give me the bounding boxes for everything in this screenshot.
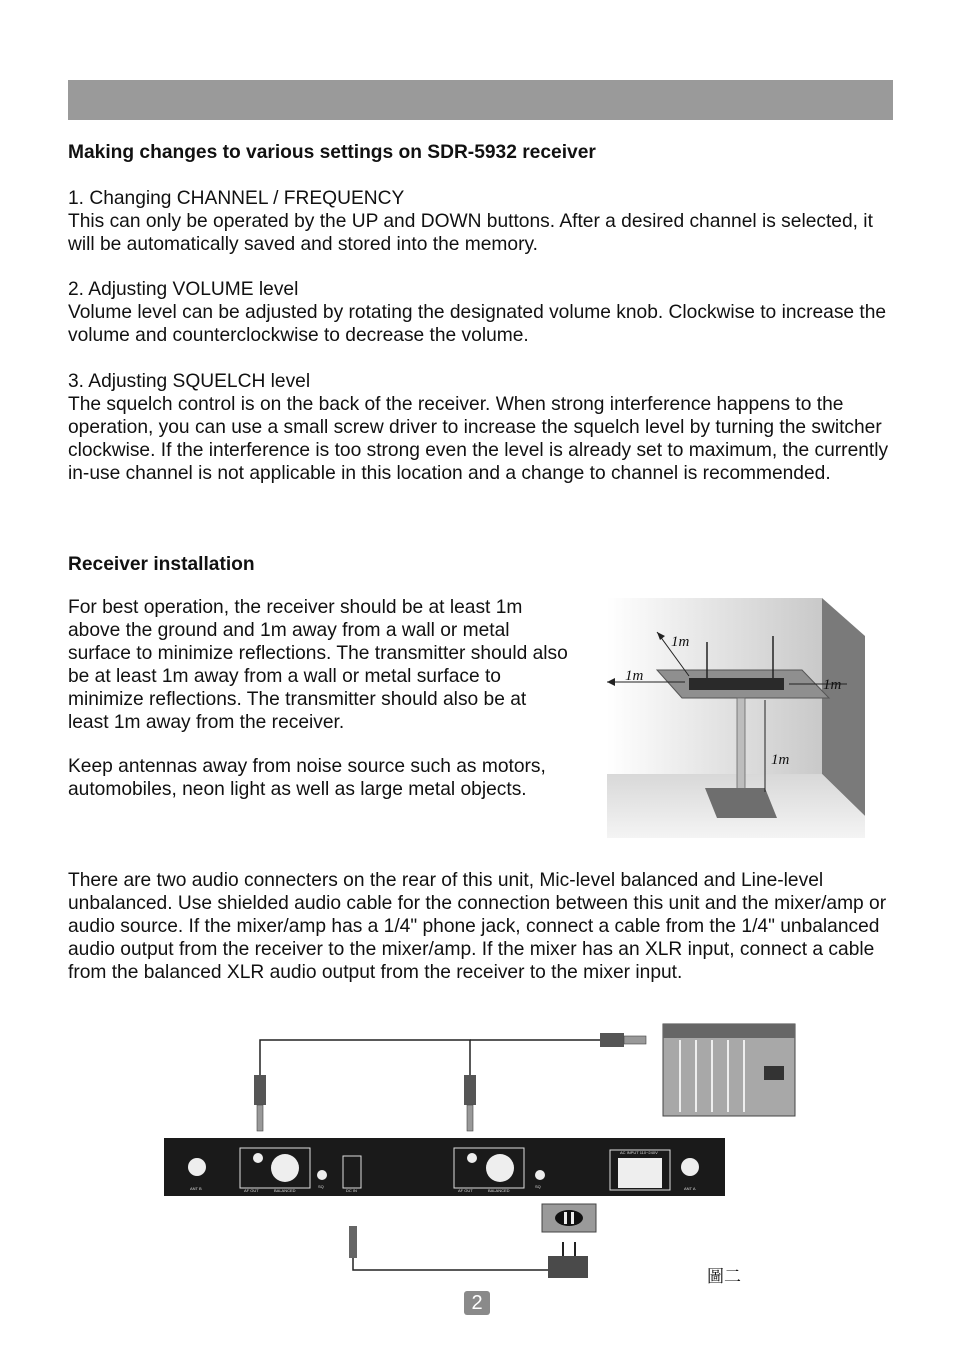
item-squelch-title: 3. Adjusting SQUELCH level xyxy=(68,371,311,392)
installation-para-2: Keep antennas away from noise source such as motors, automobiles, neon light as well as large metal objects. xyxy=(68,756,546,800)
label-ant-b: ANT B xyxy=(190,1186,202,1191)
antenna-b-connector xyxy=(188,1158,206,1176)
item-channel xyxy=(68,187,893,256)
plug-mixer-body xyxy=(600,1033,624,1047)
item-squelch-body: The squelch control is on the back of the receiver. When strong interference happens to the operation, you can use a small screw driver to increase the squelch level by turning the switcher clockwise. If the interference is too strong even the level is already set to maximum, the currently in-use channel is not applicable in this location and a change to channel is recommended. xyxy=(68,394,889,484)
section-header-bar xyxy=(68,80,893,120)
mixer-icon xyxy=(663,1024,795,1116)
plug-left-body xyxy=(254,1075,266,1105)
dc-cable xyxy=(353,1258,548,1270)
power-adapter xyxy=(548,1256,588,1278)
cable-between-plugs xyxy=(260,1040,470,1125)
installation-para-1: For best operation, the receiver should be at least 1m above the ground and 1m away from a wall or metal surface to minimize reflections. The transmitter should also be at least 1m away from a wall or metal surface to minimize reflections. The transmitter should also be at least 1m away from the receiver. xyxy=(68,597,568,733)
page-number: 2 xyxy=(464,1291,490,1315)
label-bottom-1m: 1m xyxy=(771,752,790,768)
installation-figure xyxy=(597,596,867,838)
table-leg xyxy=(737,698,745,790)
plug-middle-tip xyxy=(467,1105,473,1131)
receiver-unit xyxy=(689,678,784,690)
label-top-1m: 1m xyxy=(671,634,690,650)
label-ant-a: ANT A xyxy=(684,1186,696,1191)
item-volume-body: Volume level can be adjusted by rotating the designated volume knob. Clockwise to increase the volume and counterclockwise to decrease the volume. xyxy=(68,302,887,346)
item-volume-title: 2. Adjusting VOLUME level xyxy=(68,279,299,300)
label-sq-1: SQ xyxy=(318,1184,324,1189)
section-title-installation: Receiver installation xyxy=(68,554,255,575)
table-base xyxy=(705,788,777,818)
plug-middle-body xyxy=(464,1075,476,1105)
ac-input-socket xyxy=(618,1158,662,1188)
section-title-settings: Making changes to various settings on SDR-5932 receiver xyxy=(68,142,596,163)
xlr-output-2 xyxy=(486,1154,514,1182)
label-balanced-1: BALANCED xyxy=(274,1188,296,1193)
connection-diagram xyxy=(160,1020,800,1285)
label-ac-input: AC INPUT 110~240V xyxy=(620,1150,658,1155)
label-sq-2: SQ xyxy=(535,1184,541,1189)
item-volume xyxy=(68,278,893,347)
figure-caption: 圖二 xyxy=(707,1267,741,1287)
item-squelch xyxy=(68,370,893,485)
plug-mixer-tip xyxy=(624,1036,646,1044)
item-channel-title: 1. Changing CHANNEL / FREQUENCY xyxy=(68,188,405,209)
antenna-a-connector xyxy=(681,1158,699,1176)
receiver-rear-panel xyxy=(164,1138,725,1196)
xlr-output-1 xyxy=(271,1154,299,1182)
label-af-out-2: AF OUT xyxy=(458,1188,473,1193)
label-left-1m: 1m xyxy=(625,668,644,684)
label-af-out-1: AF OUT xyxy=(244,1188,259,1193)
dc-plug xyxy=(349,1226,357,1258)
label-dc-in: DC IN xyxy=(346,1188,357,1193)
plug-left-tip xyxy=(257,1105,263,1131)
label-right-1m: 1m xyxy=(823,677,842,693)
label-balanced-2: BALANCED xyxy=(488,1188,510,1193)
item-channel-body: This can only be operated by the UP and DOWN buttons. After a desired channel is selected, it will be automatically saved and stored into the memory. xyxy=(68,211,873,255)
audio-connection-paragraph: There are two audio connecters on the rear of this unit, Mic-level balanced and Line-level unbalanced. Use shielded audio cable for the connection between this unit and the mixer/amp or audio source. If the mixer/amp has a 1/4" phone jack, connect a cable from the 1/4" unbalanced audio output from the receiver to the mixer/amp. If the mixer has an XLR input, connect a cable from the balanced XLR audio output from the receiver to the mixer input. xyxy=(68,870,887,983)
